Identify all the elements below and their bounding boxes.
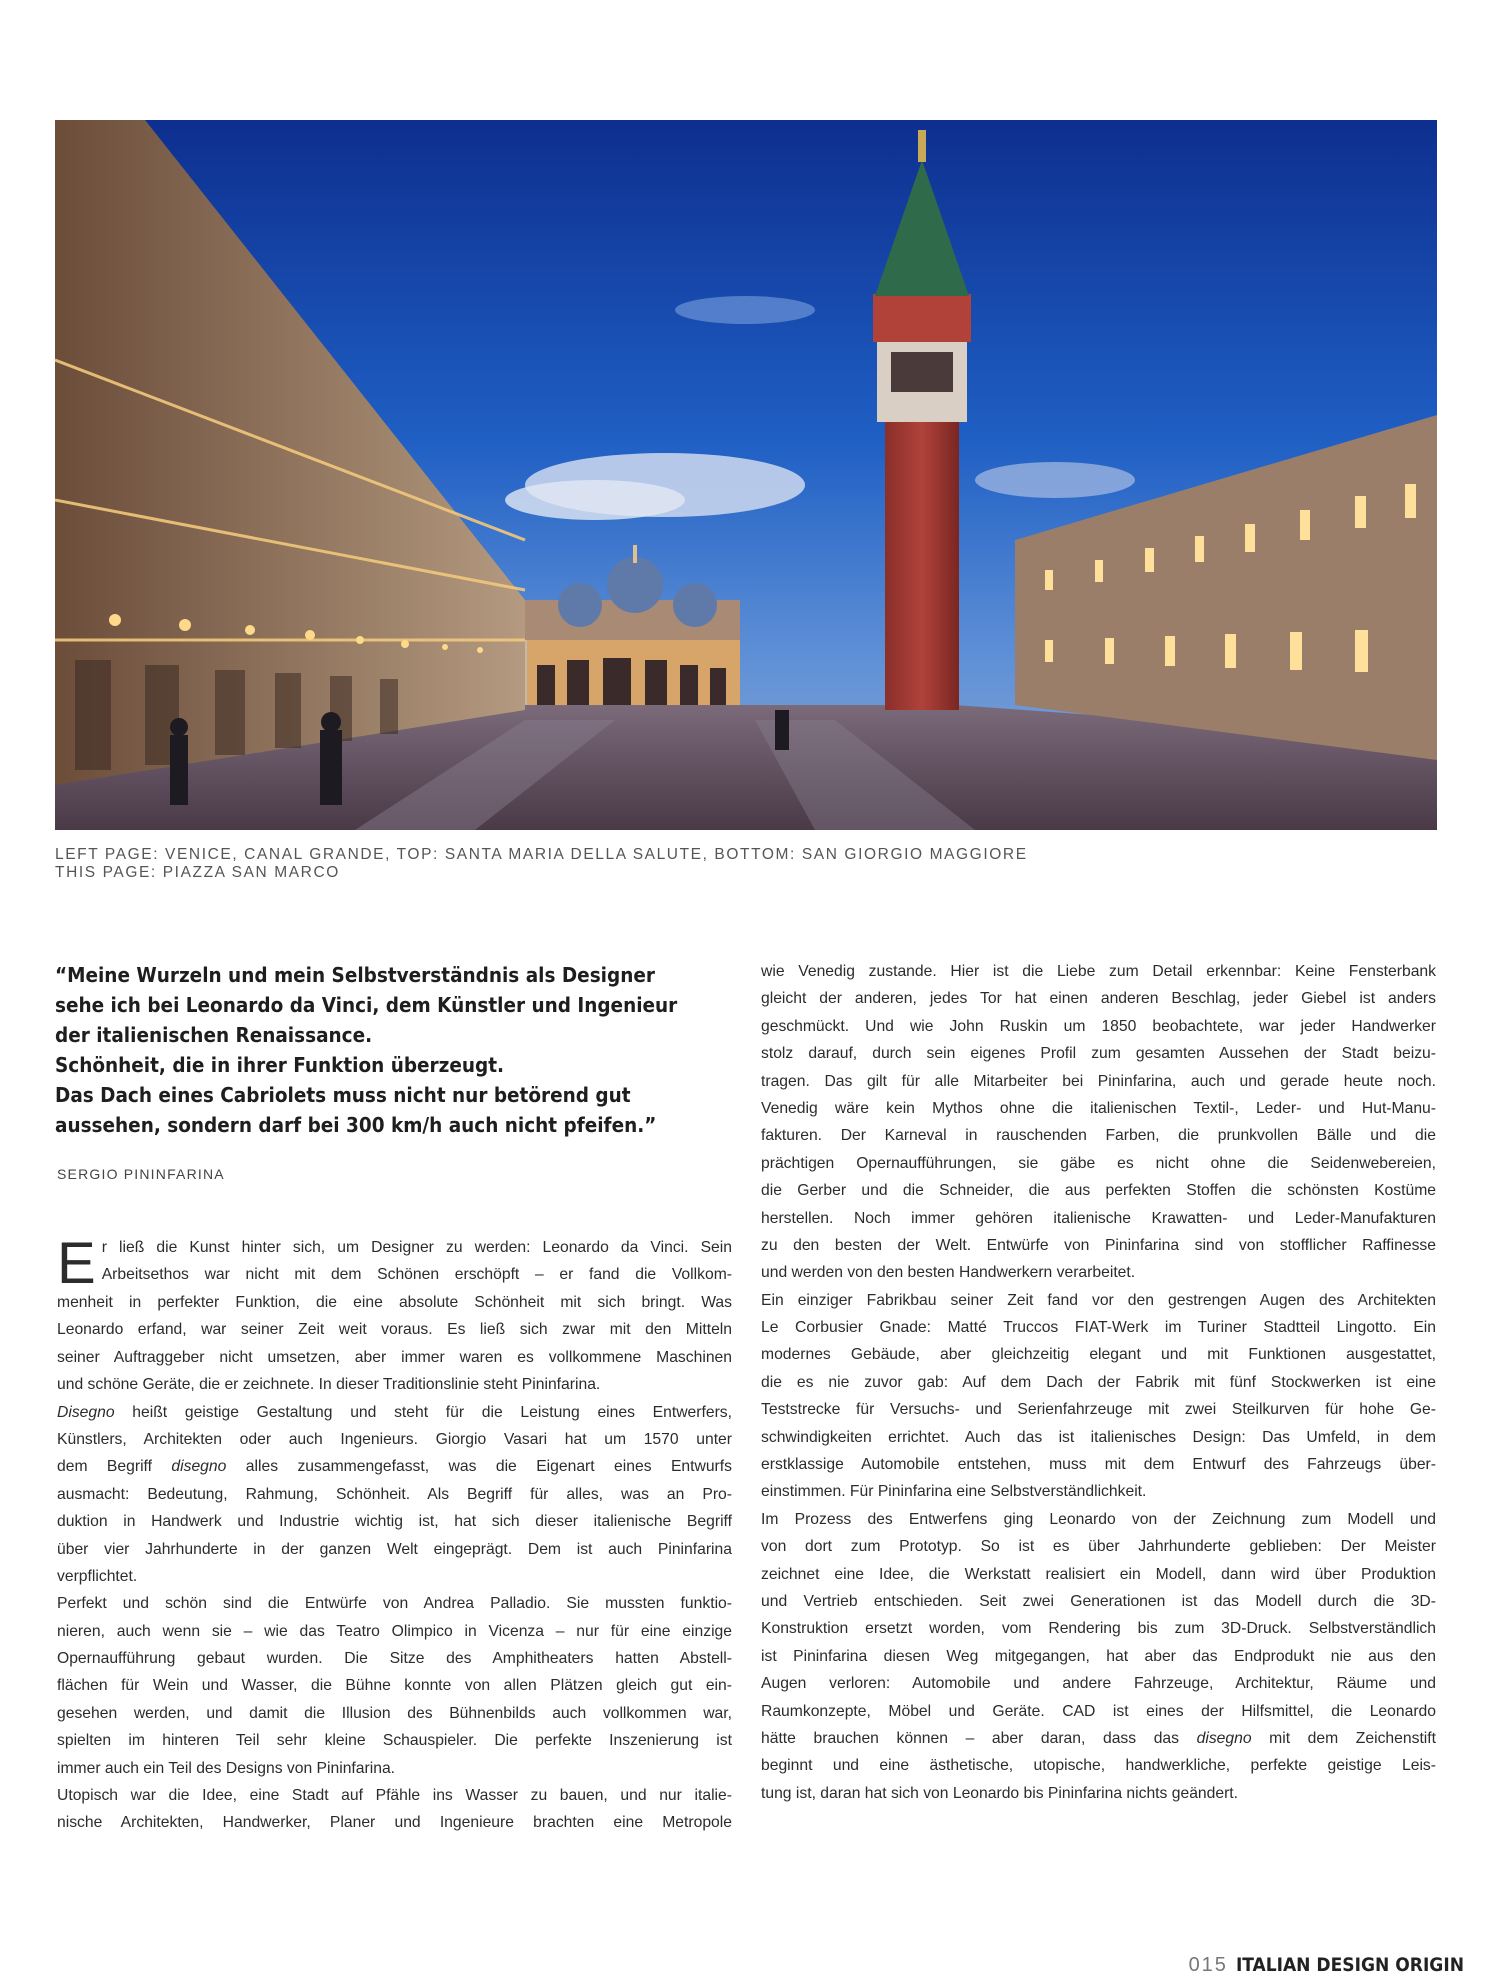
body-line: und werden von den besten Handwerkern verarbeitet. — [761, 1264, 1136, 1282]
quote-line: sehe ich bei Leonardo da Vinci, dem Künstler und Ingenieur — [55, 993, 678, 1017]
body-line: Opernaufführung gebaut wurden. Die Sitze des Amphitheaters hatten Abstell- — [57, 1650, 732, 1668]
article-column-left — [57, 1231, 732, 1837]
quote-line: Das Dach eines Cabriolets muss nicht nur betörend gut — [55, 1083, 631, 1107]
quote-line: “Meine Wurzeln und mein Selbstverständnis als Designer — [55, 963, 655, 987]
italic-term: Disegno — [57, 1403, 115, 1421]
body-line: immer auch ein Teil des Designs von Pininfarina. — [57, 1759, 396, 1777]
caption-line: LEFT PAGE: VENICE, CANAL GRANDE, TOP: SANTA MARIA DELLA SALUTE, BOTTOM: SAN GIORGIO MAGGIORE — [55, 846, 1028, 863]
body-line: von dort zum Prototyp. So ist es über Jahrhunderte geblieben: Der Meister — [761, 1538, 1436, 1556]
body-line: nische Architekten, Handwerker, Planer und Ingenieure brachten eine Metropole — [57, 1814, 732, 1832]
body-text: mit dem Zeichenstift — [1251, 1729, 1437, 1747]
body-line: die es nie zuvor gab: Auf dem Dach der Fabrik mit fünf Stockwerken ist eine — [761, 1373, 1436, 1391]
body-text: dem Begriff — [57, 1458, 172, 1476]
drop-cap: E — [57, 1231, 96, 1296]
body-line: nieren, auch wenn sie – wie das Teatro Olimpico in Vicenza – nur für eine einzige — [57, 1622, 732, 1640]
body-line: spielten im hinteren Teil sehr kleine Schauspieler. Die perfekte Inszenierung ist — [57, 1732, 732, 1750]
body-text: hätte brauchen können – aber daran, dass das — [761, 1729, 1197, 1747]
body-line: geschmückt. Und wie John Ruskin um 1850 beobachtete, war jeder Handwerker — [761, 1017, 1436, 1035]
body-line: ist Pininfarina diesen Weg mitgegangen, hat aber das Endprodukt nie aus den — [761, 1647, 1436, 1665]
caption-line: THIS PAGE: PIAZZA SAN MARCO — [55, 864, 340, 881]
quote-line: der italienischen Renaissance. — [55, 1023, 373, 1047]
italic-term: disegno — [1196, 1729, 1252, 1747]
body-line: fakturen. Der Karneval in rauschenden Farben, die prunkvollen Bälle und die — [761, 1127, 1436, 1145]
body-line: und schöne Geräte, die er zeichnete. In dieser Traditionslinie steht Pininfarina. — [57, 1376, 601, 1394]
body-line: schwindigkeiten errichtet. Auch das ist italienisches Design: Das Umfeld, in dem — [761, 1428, 1436, 1446]
body-line: gleicht der anderen, jedes Tor hat einen anderen Beschlag, jeder Giebel ist anders — [761, 990, 1436, 1008]
photo-caption — [55, 846, 1255, 882]
quote-author: SERGIO PININFARINA — [57, 1166, 225, 1182]
body-text: heißt geistige Gestaltung und steht für die Leistung eines Entwerfers, — [114, 1403, 732, 1421]
piazza-san-marco-photo — [55, 120, 1437, 830]
body-line: die Gerber und die Schneider, die aus perfekten Stoffen die schönsten Kostüme — [761, 1182, 1436, 1200]
body-line: Leonardo erfand, war seiner Zeit weit voraus. Es ließ sich zwar mit den Mitteln — [57, 1321, 732, 1339]
body-line: menheit in perfekter Funktion, die eine absolute Schönheit mit sich bringt. Was — [57, 1294, 732, 1311]
body-line: wie Venedig zustande. Hier ist die Liebe zum Detail erkennbar: Keine Fensterbank — [761, 963, 1436, 980]
body-line: modernes Gebäude, aber gleichzeitig elegant und mit Funktionen ausgestattet, — [761, 1346, 1436, 1364]
body-line — [57, 1399, 732, 1426]
body-line: Venedig wäre kein Mythos ohne die italienischen Textil-, Leder- und Hut-Manu- — [761, 1099, 1436, 1117]
body-line: Künstlers, Architekten oder auch Ingenieurs. Giorgio Vasari hat um 1570 unter — [57, 1430, 732, 1448]
body-line: tung ist, daran hat sich von Leonardo bis Pininfarina nichts geändert. — [761, 1784, 1239, 1802]
body-line: Raumkonzepte, Möbel und Geräte. CAD ist eines der Hilfsmittel, die Leonardo — [761, 1702, 1436, 1720]
body-line: zu den besten der Welt. Entwürfe von Pininfarina sind von stofflicher Raffinesse — [761, 1236, 1436, 1254]
italic-term: disegno — [171, 1458, 227, 1476]
body-line: und Vertrieb entschieden. Seit zwei Generationen ist das Modell durch die 3D- — [761, 1592, 1436, 1610]
quote-line: Schönheit, die in ihrer Funktion überzeugt. — [55, 1053, 505, 1077]
body-line: Teststrecke für Versuchs- und Serienfahrzeuge mit zwei Steilkurven für hohe Ge- — [761, 1401, 1436, 1419]
body-line: Le Corbusier Gnade: Matté Truccos FIAT-Werk im Turiner Stadtteil Lingotto. Ein — [761, 1319, 1436, 1337]
body-line: duktion in Handwerk und Industrie wichtig ist, hat sich dieser italienische Begriff — [57, 1513, 732, 1531]
body-line: Perfekt und schön sind die Entwürfe von Andrea Palladio. Sie mussten funktio- — [57, 1595, 732, 1613]
body-line: beginnt und eine ästhetische, utopische, handwerkliche, perfekte geistige Leis- — [761, 1757, 1436, 1775]
body-line: gesehen werden, und damit die Illusion des Bühnenbilds auch vollkommen war, — [57, 1704, 732, 1722]
body-line: über vier Jahrhunderte in der ganzen Welt eingeprägt. Dem ist auch Pininfarina — [57, 1540, 732, 1558]
body-line: tragen. Das gilt für alle Mitarbeiter bei Pininfarina, auch und gerade heute noch. — [761, 1072, 1436, 1090]
body-line: Konstruktion ersetzt worden, vom Rendering bis zum 3D-Druck. Selbstverständlich — [761, 1620, 1436, 1638]
magazine-title: ITALIAN DESIGN ORIGIN — [1235, 1954, 1464, 1976]
body-line: prächtigen Opernaufführungen, sie gäbe es nicht ohne die Seidenwebereien, — [761, 1154, 1436, 1172]
body-line: Augen verloren: Automobile und andere Fahrzeuge, Architektur, Räume und — [761, 1675, 1436, 1693]
body-line: Arbeitsethos war nicht mit dem Schönen erschöpft – er fand die Vollkom- — [101, 1266, 732, 1284]
body-line: einstimmen. Für Pininfarina eine Selbstverständlichkeit. — [761, 1483, 1147, 1501]
body-line: Utopisch war die Idee, eine Stadt auf Pfähle ins Wasser zu bauen, und nur italie- — [57, 1787, 732, 1805]
body-line: stolz darauf, durch sein eigenes Profil zum gesamten Aussehen der Stadt beizu- — [761, 1045, 1436, 1063]
page-number: 015 — [1188, 1954, 1228, 1976]
piazza-san-marco-photo-icon — [55, 120, 1437, 830]
body-line: ausmacht: Bedeutung, Rahmung, Schönheit. Als Begriff für alles, was an Pro- — [57, 1485, 732, 1503]
body-line: zeichnet eine Idee, die Werkstatt realisiert ein Modell, dann wird über Produktion — [761, 1565, 1436, 1583]
body-line: erstklassige Automobile entstehen, muss mit dem Entwurf des Fahrzeugs über- — [761, 1456, 1436, 1474]
body-line: r ließ die Kunst hinter sich, um Designer zu werden: Leonardo da Vinci. Sein — [101, 1239, 732, 1256]
pull-quote — [55, 960, 735, 1140]
body-line — [57, 1453, 732, 1480]
page-footer — [1189, 1954, 1464, 1977]
body-text: alles zusammengefasst, was die Eigenart eines Entwurfs — [226, 1458, 732, 1476]
article-column-right — [761, 958, 1436, 1807]
body-line: verpflichtet. — [57, 1567, 138, 1585]
body-line: flächen für Wein und Wasser, die Bühne konnte von allen Plätzen gleich gut ein- — [57, 1677, 732, 1695]
body-line — [761, 1725, 1436, 1752]
body-line: Ein einziger Fabrikbau seiner Zeit fand vor den gestrengen Augen des Architekten — [761, 1291, 1436, 1309]
quote-line: aussehen, sondern darf bei 300 km/h auch nicht pfeifen.” — [55, 1113, 657, 1137]
body-line: seiner Auftraggeber nicht umsetzen, aber immer waren es vollkommene Maschinen — [57, 1348, 732, 1366]
body-line: Im Prozess des Entwerfens ging Leonardo von der Zeichnung zum Modell und — [761, 1510, 1436, 1528]
body-line: herstellen. Noch immer gehören italienische Krawatten- und Leder-Manufakturen — [761, 1209, 1436, 1227]
